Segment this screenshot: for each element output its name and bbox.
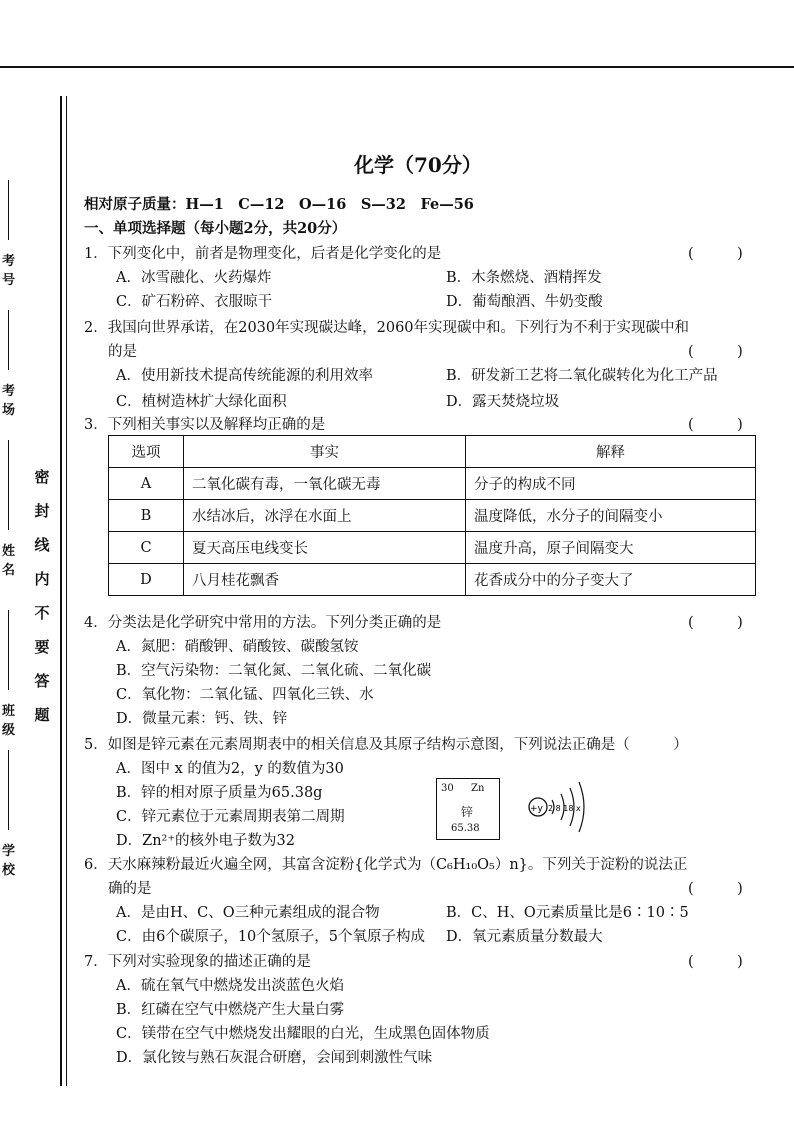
- q7-option-d: D．氯化铵与熟石灰混合研磨，会闻到刺激性气味: [116, 1050, 433, 1066]
- q2-stem-cont: 的是: [108, 344, 137, 360]
- cell-fact: 二氧化碳有毒，一氧化碳无毒: [184, 468, 466, 500]
- q7-option-b: B．红磷在空气中燃烧产生大量白雾: [116, 1002, 345, 1018]
- q4-stem: 4．分类法是化学研究中常用的方法。下列分类正确的是: [84, 615, 442, 631]
- facts-table: [108, 435, 756, 596]
- table-row: [109, 500, 756, 532]
- q5-option-a: A．图中 x 的值为2，y 的数值为30: [116, 761, 344, 777]
- binding-char: 内: [34, 570, 50, 588]
- q2-answer-paren: ( ): [688, 344, 743, 360]
- q7-option-c: C．镁带在空气中燃烧发出耀眼的白光，生成黑色固体物质: [116, 1026, 490, 1042]
- q4-option-d: D．微量元素：钙、铁、锌: [116, 711, 288, 727]
- label-class: 班级: [2, 704, 16, 738]
- cell-explanation: 分子的构成不同: [466, 468, 756, 500]
- q6-option-d: D．氧元素质量分数最大: [446, 929, 603, 945]
- label-exam-room: 考场: [2, 384, 16, 418]
- header-option: 选项: [109, 436, 184, 468]
- q7-stem: 7．下列对实验现象的描述正确的是: [84, 954, 311, 970]
- q6-option-a: A．是由H、C、O三种元素组成的混合物: [116, 905, 380, 921]
- binding-warning: [32, 460, 52, 732]
- blank-line: [8, 180, 9, 240]
- cell-fact: 水结冰后，冰浮在水面上: [184, 500, 466, 532]
- cell-explanation: 花香成分中的分子变大了: [466, 564, 756, 596]
- label-name: 姓名: [2, 544, 16, 578]
- binding-line: [60, 96, 62, 1086]
- binding-char: 线: [34, 536, 50, 554]
- q1-option-b: B．木条燃烧、酒精挥发: [446, 270, 602, 286]
- q3-answer-paren: ( ): [688, 417, 743, 433]
- page-title: 化学（70分）: [354, 153, 482, 177]
- section-heading: 一、单项选择题（每小题2分，共20分）: [84, 220, 347, 237]
- table-row: [109, 564, 756, 596]
- binding-char: 题: [34, 706, 50, 724]
- zinc-atomic-number: 30: [441, 783, 454, 794]
- q2-stem: 2．我国向世界承诺，在2030年实现碳达峰，2060年实现碳中和。下列行为不利于实现碳中和: [84, 320, 690, 336]
- zinc-name: 锌: [461, 805, 474, 819]
- q4-option-b: B．空气污染物：二氧化氮、二氧化硫、二氧化碳: [116, 663, 432, 679]
- q6-stem-cont: 确的是: [108, 881, 152, 897]
- q5-option-d: D．Zn²⁺的核外电子数为32: [116, 833, 295, 849]
- q6-option-b: B．C、H、O元素质量比是6∶10∶5: [446, 905, 689, 921]
- header-fact: 事实: [184, 436, 466, 468]
- label-school: 学校: [2, 844, 16, 878]
- q1-option-c: C．矿石粉碎、衣服晾干: [116, 294, 273, 310]
- q2-option-b: B．研发新工艺将二氧化碳转化为化工产品: [446, 368, 718, 384]
- cell-option: D: [109, 564, 184, 596]
- table-row: [109, 468, 756, 500]
- atom-structure-diagram: [528, 772, 618, 842]
- blank-line: [8, 610, 9, 690]
- q7-option-a: A．硫在氧气中燃烧发出淡蓝色火焰: [116, 978, 344, 994]
- shell-electrons: 2 8 18 x: [548, 804, 581, 813]
- q1-stem: 1．下列变化中，前者是物理变化，后者是化学变化的是: [84, 246, 442, 262]
- q4-answer-paren: ( ): [688, 615, 743, 631]
- q1-option-a: A．冰雪融化、火药爆炸: [116, 270, 272, 286]
- q3-stem: 3．下列相关事实以及解释均正确的是: [84, 417, 326, 433]
- cell-option: C: [109, 532, 184, 564]
- blank-line: [8, 750, 9, 830]
- label-exam-number: 考号: [2, 254, 16, 288]
- q1-answer-paren: ( ): [688, 246, 743, 262]
- binding-char: 要: [34, 638, 50, 656]
- q4-option-a: A．氮肥：硝酸钾、硝酸铵、碳酸氢铵: [116, 639, 359, 655]
- atomic-mass-line: 相对原子质量：H—1 C—12 O—16 S—32 Fe—56: [84, 196, 474, 213]
- q1-option-d: D．葡萄酿酒、牛奶变酸: [446, 294, 603, 310]
- blank-line: [8, 440, 9, 530]
- cell-explanation: 温度升高，原子间隔变大: [466, 532, 756, 564]
- cell-explanation: 温度降低，水分子的间隔变小: [466, 500, 756, 532]
- q2-option-a: A．使用新技术提高传统能源的利用效率: [116, 368, 373, 384]
- q5-stem: 5．如图是锌元素在元素周期表中的相关信息及其原子结构示意图，下列说法正确是（ ）: [84, 737, 688, 753]
- q5-option-c: C．锌元素位于元素周期表第二周期: [116, 809, 345, 825]
- header-explanation: 解释: [466, 436, 756, 468]
- zinc-symbol: Zn: [471, 783, 485, 794]
- student-info-column: [0, 150, 18, 1050]
- zinc-periodic-card: [436, 778, 500, 840]
- table-row: [109, 532, 756, 564]
- table-header-row: [109, 436, 756, 468]
- binding-line-inner: [66, 96, 67, 1086]
- binding-char: 封: [34, 502, 50, 520]
- q4-option-c: C．氧化物：二氧化锰、四氧化三铁、水: [116, 687, 374, 703]
- q2-option-d: D．露天焚烧垃圾: [446, 394, 560, 410]
- binding-char: 答: [34, 672, 50, 690]
- zinc-atomic-mass: 65.38: [451, 823, 480, 834]
- cell-fact: 夏天高压电线变长: [184, 532, 466, 564]
- blank-line: [8, 310, 9, 370]
- q2-option-c: C．植树造林扩大绿化面积: [116, 394, 287, 410]
- q6-option-c: C．由6个碳原子，10个氢原子，5个氧原子构成: [116, 929, 425, 945]
- binding-char: 密: [34, 468, 50, 486]
- top-rule: [0, 66, 794, 68]
- nucleus-charge: +y: [530, 804, 543, 814]
- cell-option: B: [109, 500, 184, 532]
- q6-answer-paren: ( ): [688, 881, 743, 897]
- q7-answer-paren: ( ): [688, 954, 743, 970]
- q5-option-b: B．锌的相对原子质量为65.38g: [116, 785, 323, 801]
- q6-stem: 6．天水麻辣粉最近火遍全网，其富含淀粉{化学式为（C₆H₁₀O₅）n}。下列关于淀粉的说法正: [84, 857, 688, 873]
- cell-option: A: [109, 468, 184, 500]
- binding-char: 不: [34, 604, 50, 622]
- cell-fact: 八月桂花飘香: [184, 564, 466, 596]
